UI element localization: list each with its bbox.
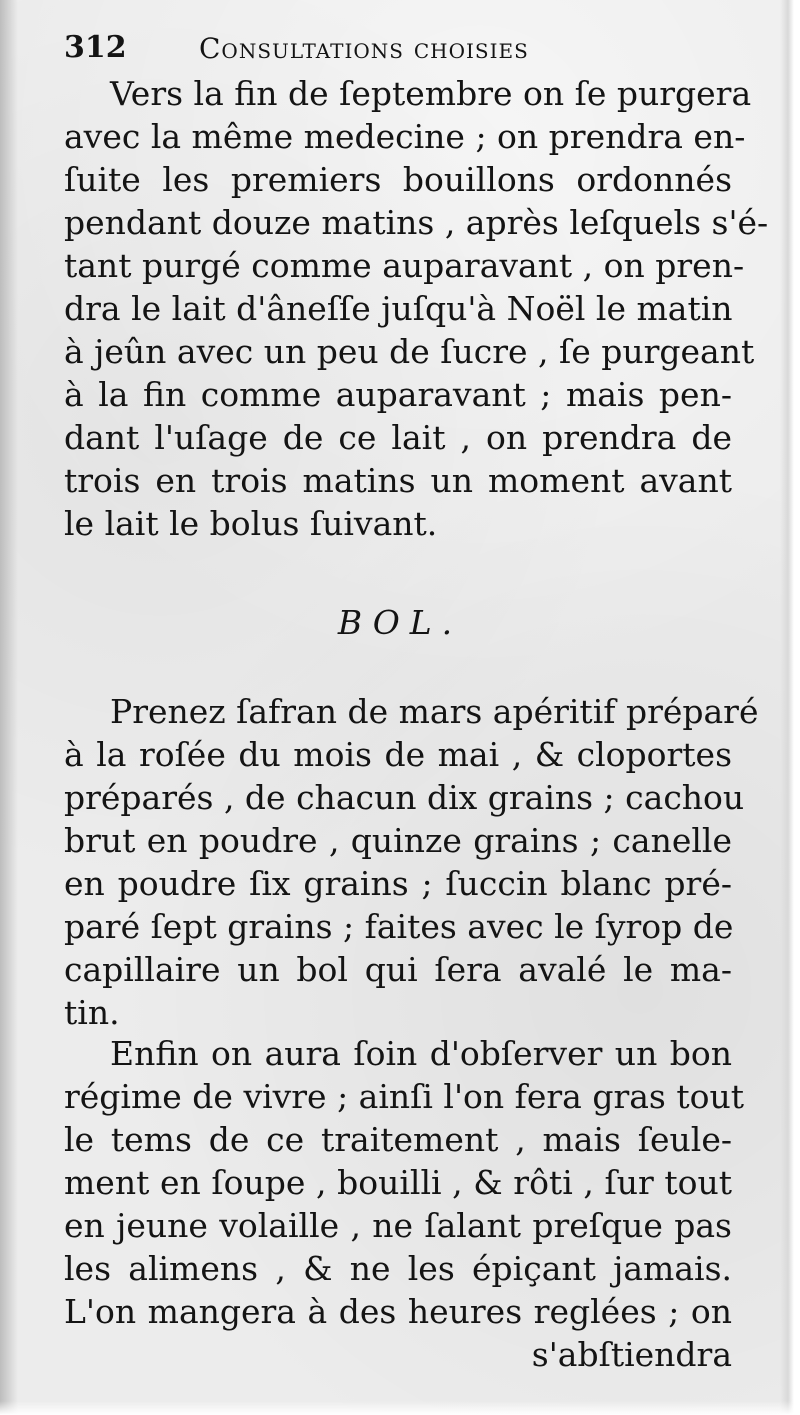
text-line: capillaire un bol qui ſera avalé le ma- bbox=[64, 950, 732, 989]
page-bottom-edge bbox=[0, 1401, 800, 1415]
running-head: Consultations choisies bbox=[199, 32, 529, 65]
text-line: en jeune volaille , ne ſalant preſque pas bbox=[64, 1206, 732, 1245]
text-line: trois en trois matins un moment avant bbox=[64, 461, 732, 500]
text-line: Prenez ſafran de mars apéritif préparé bbox=[110, 692, 759, 731]
text-line: paré ſept grains ; faites avec le ſyrop de bbox=[64, 907, 734, 946]
catchword: s'abſtiendra bbox=[531, 1335, 732, 1374]
text-line: tin. bbox=[64, 993, 120, 1032]
gutter-shadow bbox=[0, 0, 18, 1415]
text-line: préparés , de chacun dix grains ; cachou bbox=[64, 778, 745, 817]
section-heading: BOL. bbox=[337, 603, 463, 642]
text-line: à la fin comme auparavant ; mais pen- bbox=[64, 375, 732, 414]
text-line: à la roſée du mois de mai , & cloportes bbox=[64, 735, 732, 774]
text-line: L'on mangera à des heures reglées ; on bbox=[64, 1292, 732, 1331]
text-line: à jeûn avec un peu de ſucre , ſe purgeant bbox=[64, 332, 755, 371]
page-edge bbox=[780, 0, 800, 1415]
text-line: brut en poudre , quinze grains ; canelle bbox=[64, 821, 732, 860]
paragraph-1 bbox=[64, 72, 769, 545]
text-line: pendant douze matins , après leſquels s'é- bbox=[64, 203, 769, 242]
text-line: ſuite les premiers bouillons ordonnés bbox=[64, 160, 732, 199]
text-line: régime de vivre ; ainſi l'on fera gras tout bbox=[64, 1077, 744, 1116]
text-line: les alimens , & ne les épiçant jamais. bbox=[64, 1249, 732, 1288]
paragraph-3 bbox=[64, 1032, 744, 1376]
text-line: en poudre ſix grains ; ſuccin blanc pré- bbox=[64, 864, 732, 903]
text-line: ment en ſoupe , bouilli , & rôti , ſur tout bbox=[64, 1163, 732, 1202]
text-line: le lait le bolus ſuivant. bbox=[64, 504, 438, 543]
text-line: avec la même medecine ; on prendra en- bbox=[64, 117, 746, 156]
text-line: tant purgé comme auparavant , on pren- bbox=[64, 246, 745, 285]
paragraph-2 bbox=[64, 690, 759, 1034]
text-line: Enfin on aura ſoin d'obſerver un bon bbox=[110, 1034, 732, 1073]
text-line: le tems de ce traitement , mais ſeule- bbox=[64, 1120, 732, 1159]
text-line: Vers la fin de ſeptembre on ſe purgera bbox=[110, 74, 752, 113]
page-header bbox=[64, 30, 744, 70]
text-line: dra le lait d'âneſſe juſqu'à Noël le matin bbox=[64, 289, 733, 328]
text-line: dant l'uſage de ce lait , on prendra de bbox=[64, 418, 732, 457]
page-number: 312 bbox=[64, 30, 127, 65]
